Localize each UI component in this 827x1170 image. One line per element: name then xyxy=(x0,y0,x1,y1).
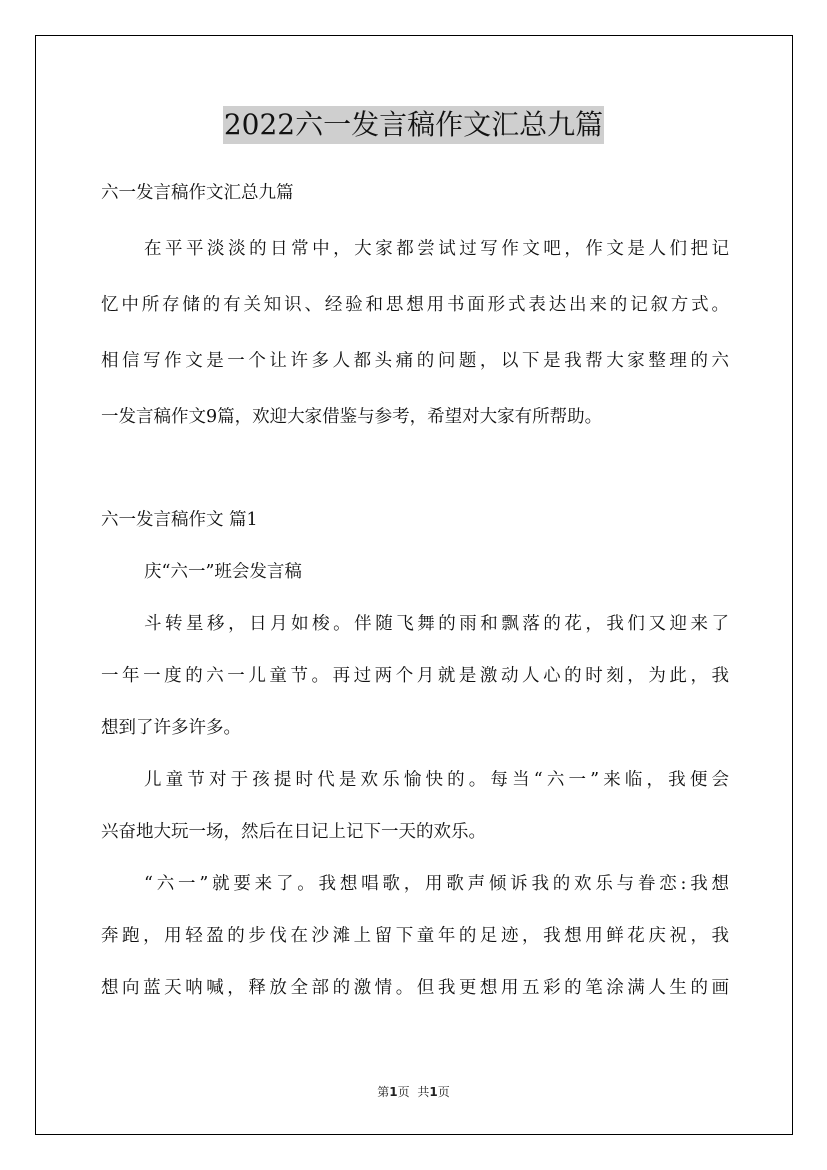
document-title xyxy=(0,104,827,144)
document-subtitle: 六一发言稿作文汇总九篇 xyxy=(101,183,294,203)
paragraph-3-line-2: 奔跑，用轻盈的步伐在沙滩上留下童年的足迹，我想用鲜花庆祝，我 xyxy=(101,926,729,946)
footer-page-current: 1 xyxy=(389,1085,398,1099)
intro-line-4: 一发言稿作文9篇，欢迎大家借鉴与参考，希望对大家有所帮助。 xyxy=(101,407,603,427)
footer-total-suffix: 页 xyxy=(437,1085,450,1099)
footer-page-prefix: 第 xyxy=(377,1085,390,1099)
footer-page-suffix: 页 xyxy=(397,1085,410,1099)
document-body xyxy=(101,178,729,1003)
intro-line-2: 忆中所存储的有关知识、经验和思想用书面形式表达出来的记叙方式。 xyxy=(101,295,729,315)
paragraph-3-line-3: 想向蓝天呐喊，释放全部的激情。但我更想用五彩的笔涂满人生的画 xyxy=(101,978,729,998)
paragraph-2-line-1: 儿童节对于孩提时代是欢乐愉快的。每当“六一”来临，我便会 xyxy=(144,770,729,790)
section-heading: 六一发言稿作文 篇1 xyxy=(101,510,258,530)
section-subtitle: 庆“六一”班会发言稿 xyxy=(144,562,302,582)
paragraph-1-line-3: 想到了许多许多。 xyxy=(101,718,241,738)
paragraph-3-line-1: “六一”就要来了。我想唱歌，用歌声倾诉我的欢乐与眷恋:我想 xyxy=(144,874,729,894)
document-title-text: 2022六一发言稿作文汇总九篇 xyxy=(223,106,604,144)
paragraph-2-line-2: 兴奋地大玩一场，然后在日记上记下一天的欢乐。 xyxy=(101,822,486,842)
page-footer xyxy=(0,1083,827,1101)
intro-line-1: 在平平淡淡的日常中，大家都尝试过写作文吧，作文是人们把记 xyxy=(144,239,729,259)
paragraph-1-line-1: 斗转星移，日月如梭。伴随飞舞的雨和飘落的花，我们又迎来了 xyxy=(144,614,729,634)
footer-page-total: 1 xyxy=(429,1085,438,1099)
paragraph-1-line-2: 一年一度的六一儿童节。再过两个月就是激动人心的时刻，为此，我 xyxy=(101,666,729,686)
footer-total-prefix: 共 xyxy=(417,1085,430,1099)
intro-line-3: 相信写作文是一个让许多人都头痛的问题，以下是我帮大家整理的六 xyxy=(101,351,729,371)
